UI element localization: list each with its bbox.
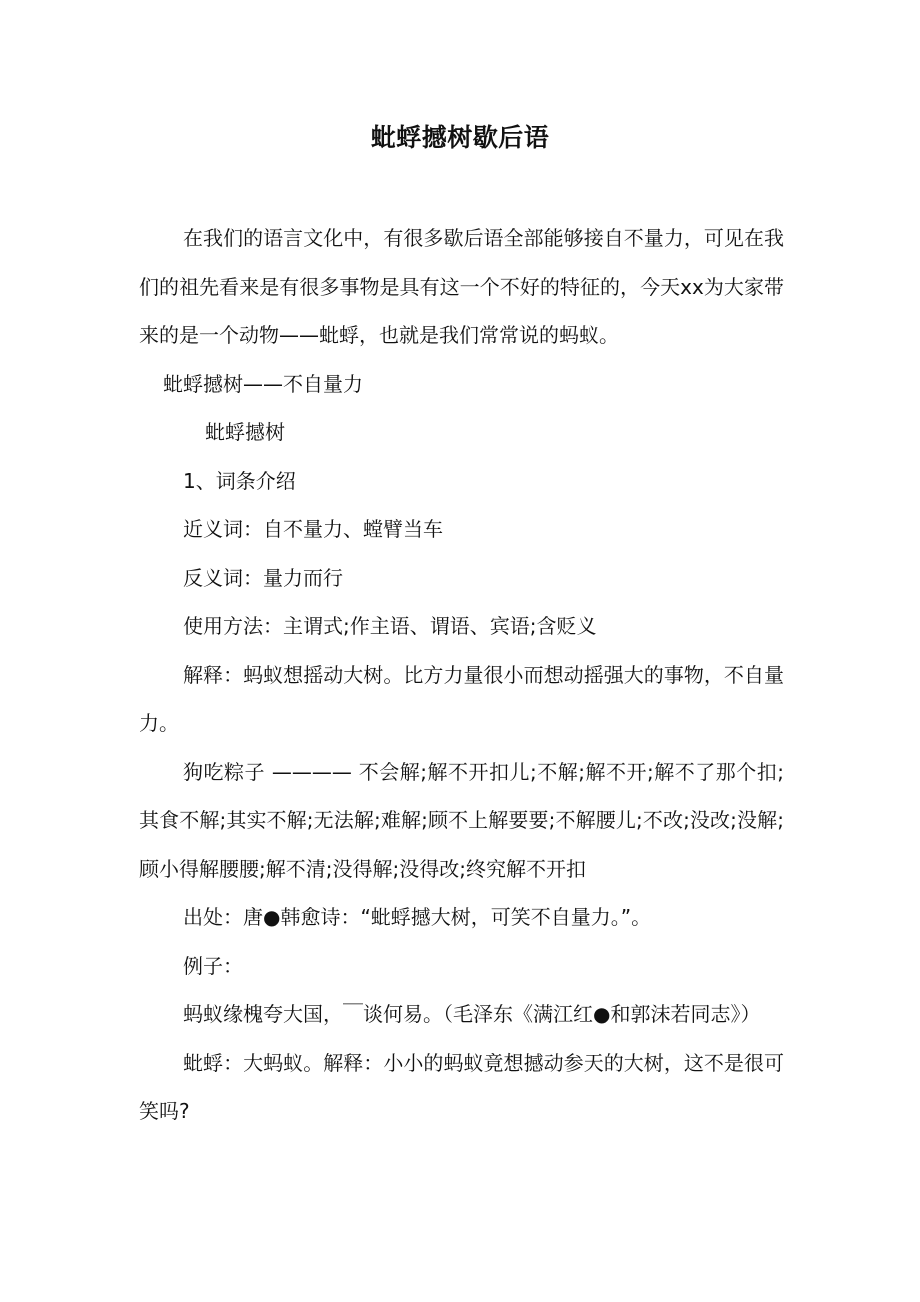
paragraph-source: 出处：唐●韩愈诗：“蚍蜉撼大树，可笑不自量力。”。 bbox=[183, 905, 652, 929]
paragraph-phrase: 蚍蜉撼树——不自量力 bbox=[163, 371, 363, 396]
paragraph-definition: 蚍蜉：大蚂蚁。解释：小小的蚂蚁竟想撼动参天的大树，这不是很可笑吗? bbox=[139, 1050, 784, 1123]
paragraph-example-label: 例子： bbox=[183, 953, 243, 978]
paragraph-related: 狗吃粽子 ———— 不会解;解不开扣儿;不解;解不开;解不了那个扣;其食不解;其实不解;无法解;难解;顾不上解要要;不解腰儿;不改;没改;没解;顾小得解腰腰;解不清;没得解;没得改;终究解不开扣 bbox=[139, 759, 784, 881]
paragraph-antonyms: 反义词：量力而行 bbox=[183, 565, 343, 590]
paragraph-subheading: 蚍蜉撼树 bbox=[205, 420, 285, 444]
document-body bbox=[139, 214, 784, 1136]
paragraph-usage: 使用方法：主谓式;作主语、谓语、宾语;含贬义 bbox=[183, 614, 597, 638]
paragraph-example: 蚂蚁缘槐夸大国，￣谈何易。（毛泽东《满江红●和郭沫若同志》） bbox=[183, 1002, 761, 1026]
paragraph-synonyms: 近义词：自不量力、螳臂当车 bbox=[183, 517, 443, 541]
paragraph-intro: 在我们的语言文化中，有很多歇后语全部能够接自不量力，可见在我们的祖先看来是有很多事物是具有这一个不好的特征的，今天xx为大家带来的是一个动物——蚍蜉，也就是我们常常说的蚂蚁。 bbox=[139, 226, 784, 347]
paragraph-explanation: 解释：蚂蚁想摇动大树。比方力量很小而想动摇强大的事物，不自量力。 bbox=[139, 662, 784, 735]
page-title: 蚍蜉撼树歇后语 bbox=[370, 123, 550, 152]
paragraph-section-1: 1、词条介绍 bbox=[183, 468, 296, 493]
